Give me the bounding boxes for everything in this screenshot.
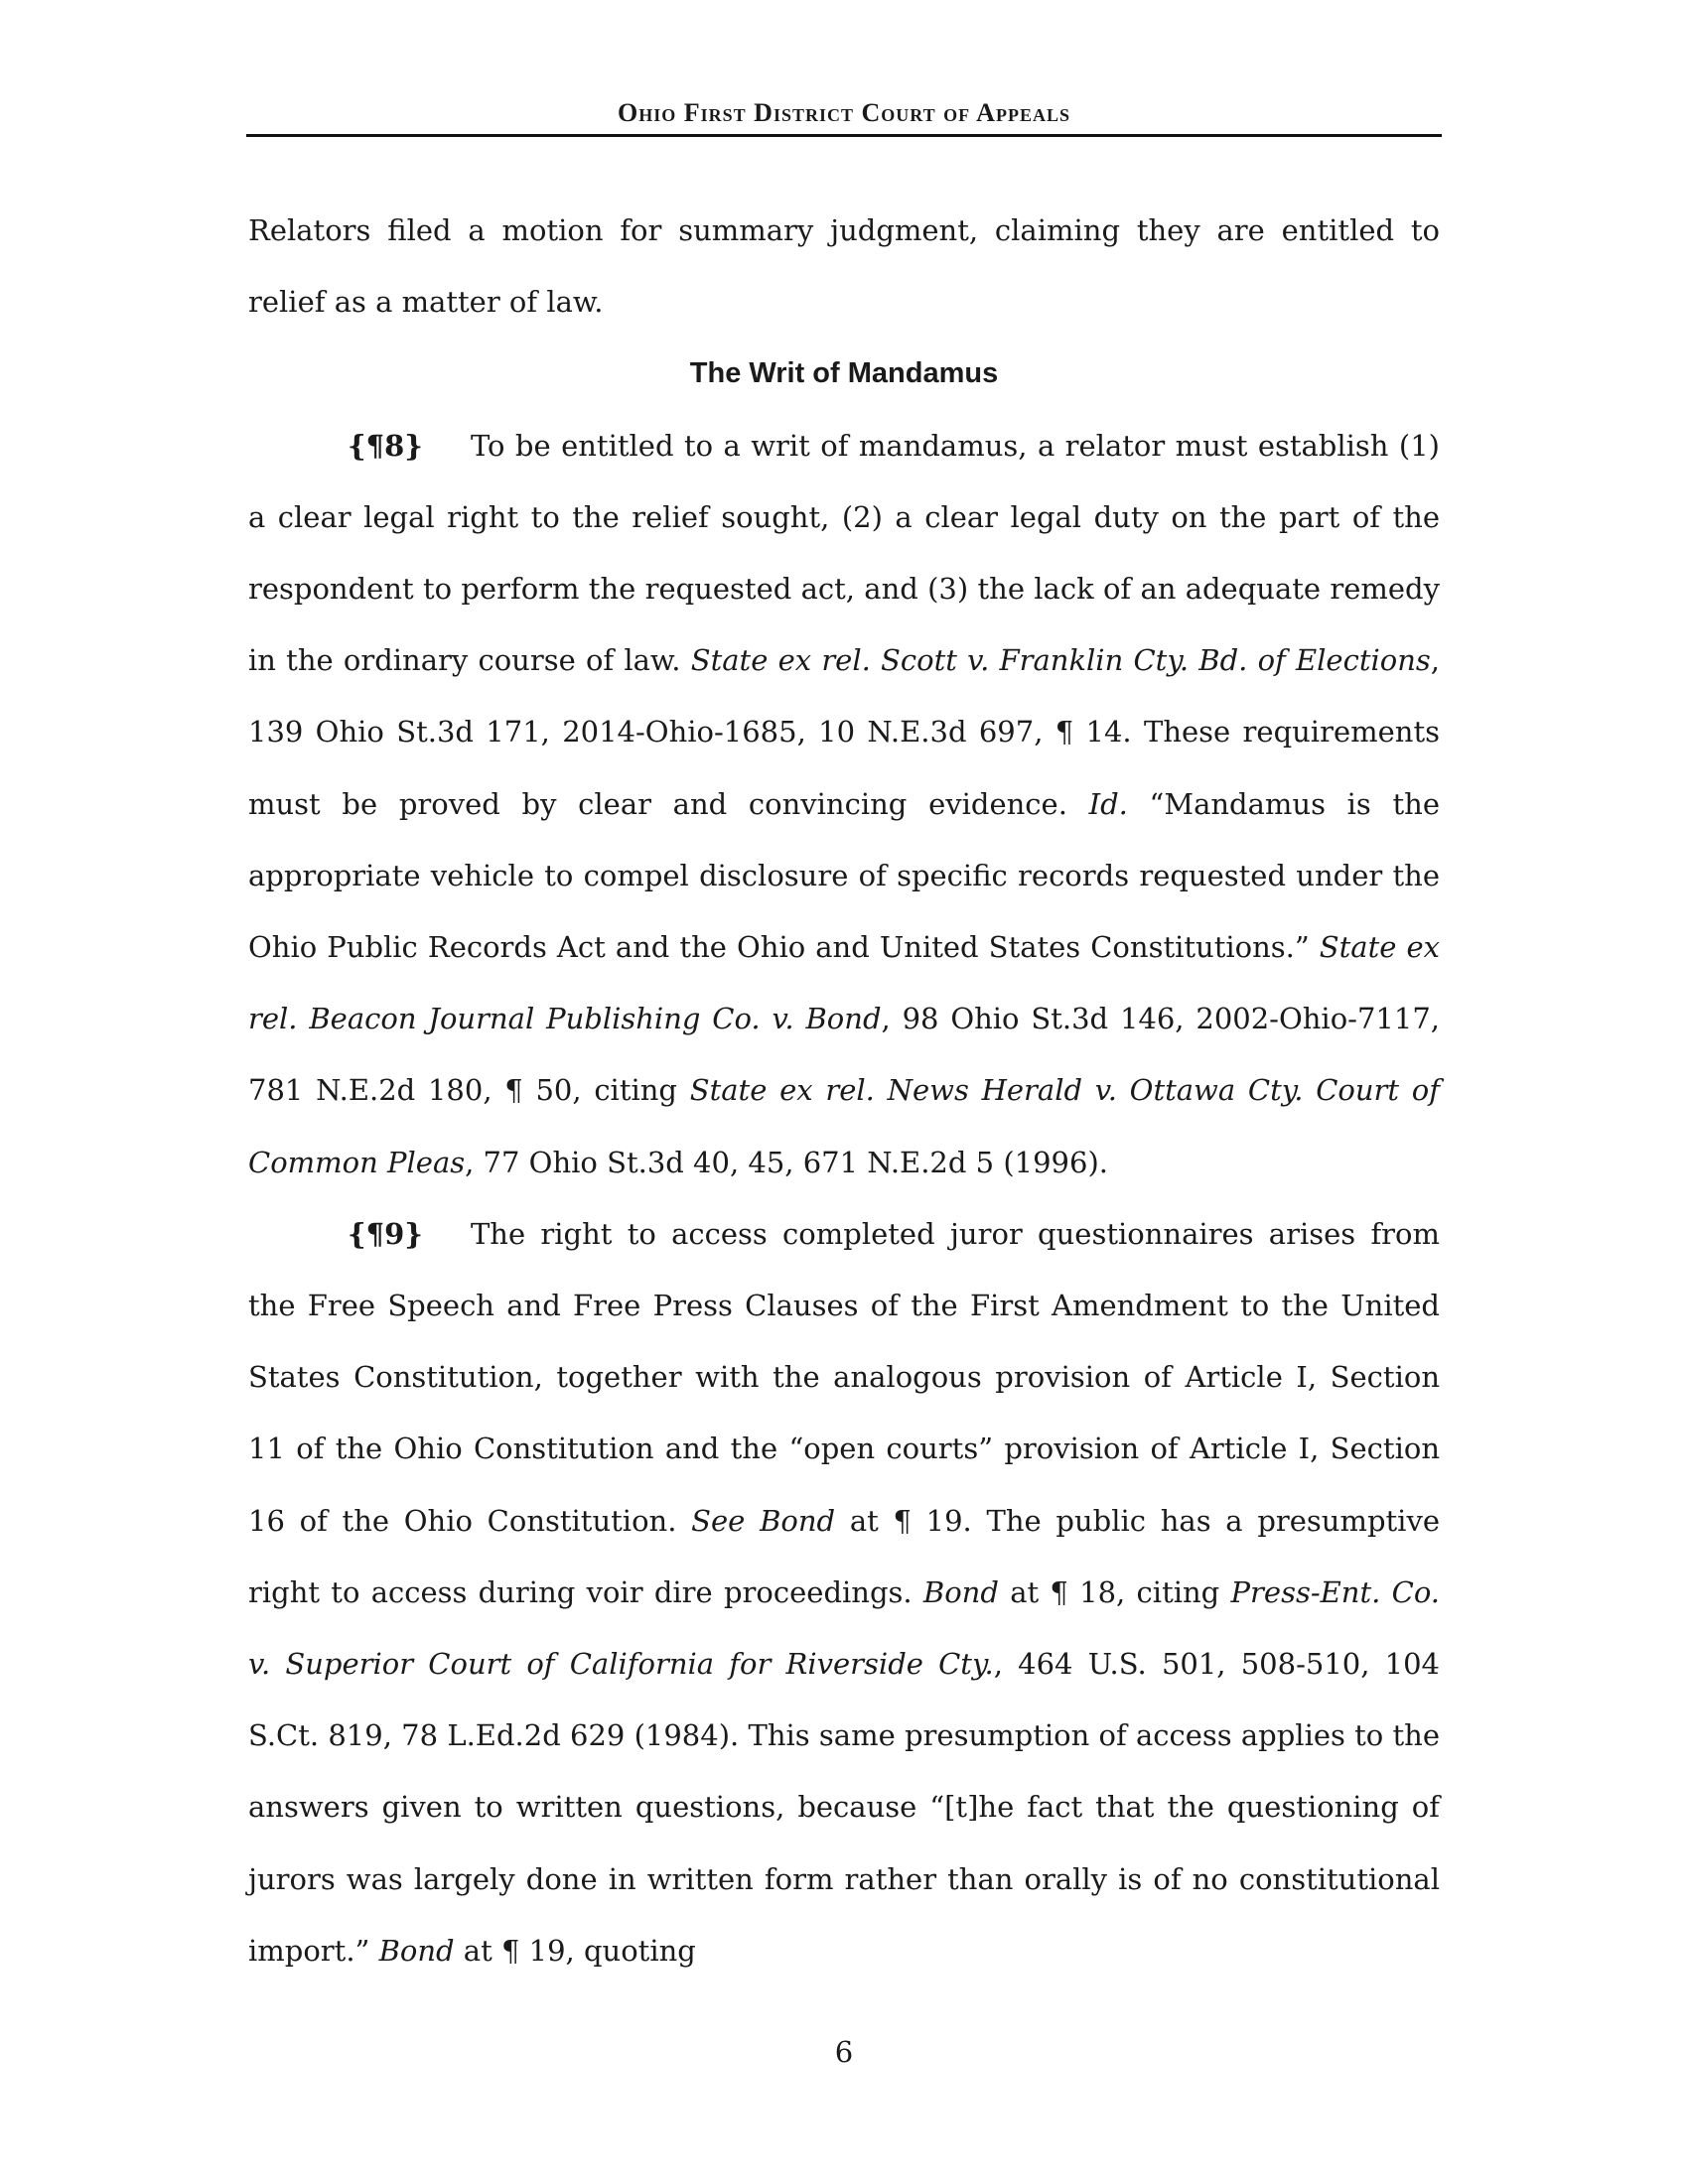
intro-paragraph: Relators filed a motion for summary judgment, claiming they are entitled to relief as a matter of law. — [248, 213, 1440, 320]
court-header: Ohio First District Court of Appeals — [618, 98, 1070, 127]
paragraph-text: , 77 Ohio St.3d 40, 45, 671 N.E.2d 5 (1996). — [465, 1145, 1108, 1179]
case-citation: State ex rel. Beacon Journal Publishing Co. v. Bond — [248, 930, 1440, 1036]
paragraph-text: , 464 U.S. 501, 508-510, 104 S.Ct. 819, 78 L.Ed.2d 629 (1984). This same presumption of access applies to the answers given to written questions, because “[t]he fact that the questioning of jurors was largely done in written form rather than orally is of no constitutional import.” — [248, 1647, 1440, 1968]
case-citation: State ex rel. Scott v. Franklin Cty. Bd. of Elections — [690, 643, 1431, 678]
document-body — [248, 195, 1440, 1986]
paragraph-text: at ¶ 19. The public has a presumptive right to access during voir dire proceedings. — [248, 1503, 1441, 1609]
paragraph-8 — [248, 410, 1440, 1198]
paragraph-text: at ¶ 19, quoting — [454, 1933, 696, 1968]
case-citation: Id. — [1088, 786, 1128, 821]
header-divider — [246, 134, 1442, 137]
case-citation: Bond — [378, 1933, 455, 1968]
case-citation: State ex rel. News Herald v. Ottawa Cty. Court of Common Pleas — [248, 1073, 1440, 1179]
case-citation: See Bond — [691, 1503, 836, 1538]
section-heading: The Writ of Mandamus — [689, 357, 999, 390]
paragraph-text: “Mandamus is the appropriate vehicle to compel disclosure of specific records requested under the Ohio Public Records Act and the Ohio and United States Constitutions.” — [248, 786, 1440, 965]
paragraph-text: , 139 Ohio St.3d 171, 2014-Ohio-1685, 10 N.E.3d 697, ¶ 14. These requirements must be proved by clear and convincing evidence. — [248, 643, 1440, 821]
case-citation: Press-Ent. Co. v. Superior Court of California for Riverside Cty. — [248, 1574, 1440, 1682]
paragraph-text: The right to access completed juror questionnaires arises from the Free Speech and Free Press Clauses of the First Amendment to the United States Constitution, together with the analogous provision of Article I, Section 11 of the Ohio Constitution and the “open courts” provision of Article I, Section 16 of the Ohio Constitution. — [248, 1216, 1440, 1538]
paragraph-text: at ¶ 18, citing — [998, 1574, 1231, 1609]
paragraph-text: To be entitled to a writ of mandamus, a relator must establish (1) a clear legal right to the relief sought, (2) a clear legal duty on the part of the respondent to perform the requested act, and (3) the lack of an adequate remedy in the ordinary course of law. — [248, 428, 1440, 678]
paragraph-mark: {¶8} — [348, 428, 423, 463]
case-citation: Bond — [922, 1574, 999, 1609]
page-number: 6 — [834, 2035, 854, 2069]
paragraph-mark: {¶9} — [348, 1216, 423, 1251]
paragraph-text: , 98 Ohio St.3d 146, 2002-Ohio-7117, 781 N.E.2d 180, ¶ 50, citing — [248, 1002, 1440, 1108]
paragraph-9 — [248, 1198, 1440, 1986]
